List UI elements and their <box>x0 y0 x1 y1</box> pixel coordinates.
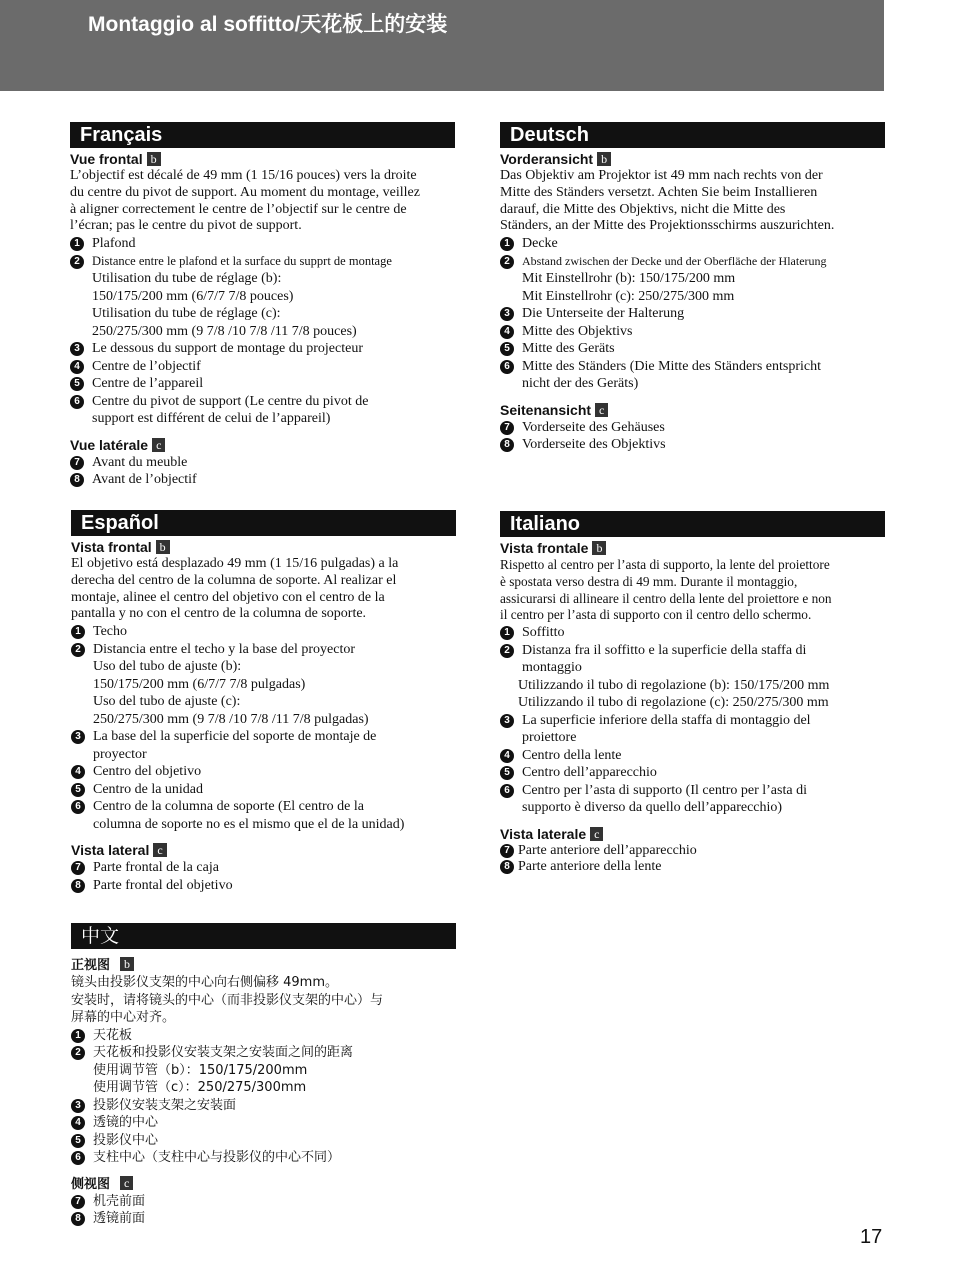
intro-paragraph <box>500 557 885 624</box>
list-item-label: 投影仪安装支架之安装面 <box>93 1097 237 1113</box>
paragraph-line: Ständers, an der Mitte des Projektionsschirms auszurichten. <box>500 218 835 234</box>
list-item-label: Centro dell’apparecchio <box>522 765 657 781</box>
list-item-label: Avant de l’objectif <box>92 472 197 488</box>
figure-tag-c: c <box>595 403 608 417</box>
figure-tag-c: c <box>152 438 165 452</box>
list-item <box>71 798 456 833</box>
paragraph-line: El objetivo está desplazado 49 mm (1 15/16 pulgadas) a la <box>71 556 399 571</box>
list-item-label: 天花板和投影仪安装支架之安装面之间的距离 <box>93 1045 354 1060</box>
list-item-detail: Mit Einstellrohr (b): 150/175/200 mm <box>522 271 736 287</box>
list-item-detail: 使用调节管（b）：150/175/200mm <box>93 1062 308 1078</box>
subheading-label: 正视图 <box>71 958 111 973</box>
number-5-icon: 5 <box>500 342 514 356</box>
paragraph-line: Das Objektiv am Projektor ist 49 mm nach rechts von der <box>500 168 823 183</box>
number-1-icon: 1 <box>71 625 85 639</box>
paragraph-line: du centre du pivot de support. Au moment du montage, veillez <box>70 184 420 200</box>
list-item-label: 机壳前面 <box>93 1193 146 1209</box>
list-item-label: supporto è diverso da quello dell’apparecchio) <box>522 800 783 816</box>
list-item-label: montaggio <box>522 660 582 676</box>
list-item-detail: 150/175/200 mm (6/7/7 7/8 pouces) <box>92 288 294 304</box>
subheading-front-view <box>500 151 885 168</box>
number-5-icon: 5 <box>71 783 85 797</box>
figure-tag-c: c <box>153 843 166 857</box>
number-1-icon: 1 <box>500 237 514 251</box>
subheading-side-view <box>70 437 455 454</box>
number-6-icon: 6 <box>500 784 514 798</box>
list-item-detail: Utilizzando il tubo di regolazione (c): 250/275/300 mm <box>518 695 829 711</box>
number-3-icon: 3 <box>71 730 85 744</box>
list-item <box>70 235 455 253</box>
list-item <box>500 747 885 765</box>
subheading-side-view <box>71 842 456 859</box>
list-item-label: columna de soporte no es el mismo que el de la unidad) <box>93 816 405 832</box>
section-heading-francais: Français <box>70 122 455 148</box>
figure-tag-c: c <box>120 1176 133 1190</box>
subheading-label: Vue frontal <box>70 151 143 167</box>
list-item-detail: Mit Einstellrohr (c): 250/275/300 mm <box>522 288 735 304</box>
intro-paragraph <box>71 556 456 623</box>
number-3-icon: 3 <box>500 714 514 728</box>
list-item-label: Avant du meuble <box>92 454 188 470</box>
list-item <box>71 1132 456 1150</box>
section-heading-deutsch: Deutsch <box>500 122 885 148</box>
subheading-side-view <box>500 402 885 419</box>
number-6-icon: 6 <box>70 395 84 409</box>
list-item-label: 透镜前面 <box>93 1211 146 1226</box>
list-item-detail: 150/175/200 mm (6/7/7 7/8 pulgadas) <box>93 676 306 692</box>
list-item-label: proyector <box>93 746 147 762</box>
list-item <box>71 877 456 895</box>
list-item-label: Distancia entre el techo y la base del proyector <box>93 641 355 657</box>
list-item-label: 支柱中心（支柱中心与投影仪的中心不同） <box>93 1150 341 1165</box>
number-4-icon: 4 <box>71 765 85 779</box>
list-item <box>500 436 885 454</box>
list-item-detail: Utilisation du tube de réglage (c): <box>92 306 281 322</box>
number-2-icon: 2 <box>500 255 514 269</box>
list-item-label: La base del la superficie del soporte de montaje de <box>93 729 377 745</box>
number-8-icon: 8 <box>70 473 84 487</box>
number-4-icon: 4 <box>500 749 514 763</box>
list-item-label: Centre de l’appareil <box>92 376 204 392</box>
number-5-icon: 5 <box>71 1134 85 1148</box>
list-item <box>500 235 885 253</box>
number-4-icon: 4 <box>500 325 514 339</box>
subheading-label: Vorderansicht <box>500 151 594 167</box>
list-item-detail: 使用调节管（c）：250/275/300mm <box>93 1080 307 1095</box>
list-item-label: 透镜的中心 <box>93 1115 159 1130</box>
number-1-icon: 1 <box>70 237 84 251</box>
number-1-icon: 1 <box>71 1029 85 1043</box>
header-band <box>0 0 884 91</box>
list-item <box>500 712 885 747</box>
paragraph-line: Rispetto al centro per l’asta di supporto, la lente del proiettore <box>500 557 830 572</box>
subheading-label: Vista lateral <box>71 842 150 859</box>
section-deutsch <box>500 122 885 454</box>
figure-tag-c: c <box>590 827 603 841</box>
intro-paragraph <box>71 974 456 1027</box>
list-item-label: Distance entre le plafond et la surface du supprt de montage <box>92 253 392 268</box>
number-8-icon: 8 <box>500 438 514 452</box>
list-item <box>70 393 455 428</box>
list-item <box>70 253 455 271</box>
list-item <box>500 358 885 393</box>
list-item-label: Centro della lente <box>522 747 622 763</box>
list-item <box>500 764 885 782</box>
page-number: 17 <box>860 1226 883 1248</box>
list-item-label: Parte anteriore della lente <box>518 858 662 874</box>
list-item-label: Vorderseite des Gehäuses <box>522 419 665 435</box>
list-item-detail: Uso del tubo de ajuste (c): <box>93 694 241 710</box>
paragraph-line: à aligner correctement le centre de l’objectif sur le centre de <box>70 201 407 217</box>
number-8-icon: 8 <box>71 1212 85 1226</box>
number-4-icon: 4 <box>70 360 84 374</box>
section-heading-espanol: Español <box>71 510 456 536</box>
list-item <box>71 641 456 659</box>
number-2-icon: 2 <box>70 255 84 269</box>
paragraph-line: il centro per l’asta di supporto con il centro dello schermo. <box>500 607 812 623</box>
list-item <box>500 642 885 677</box>
list-item <box>71 1027 456 1045</box>
list-item <box>500 782 885 817</box>
list-item-label: 投影仪中心 <box>93 1132 159 1148</box>
list-item-label: Vorderseite des Objektivs <box>522 437 666 453</box>
list-item-label: support est différent de celui de l’appareil) <box>92 411 331 427</box>
list-item-label: nicht der des Geräts) <box>522 376 639 392</box>
paragraph-line: assicurarsi di allineare il centro della lente del proiettore e non <box>500 590 832 606</box>
list-item <box>71 781 456 799</box>
number-4-icon: 4 <box>71 1116 85 1130</box>
subheading-side-view <box>71 1176 456 1193</box>
list-item <box>71 623 456 641</box>
list-item <box>71 1210 456 1228</box>
paragraph-line: 安装时，请将镜头的中心（而非投影仪支架的中心）与 <box>71 992 384 1008</box>
paragraph-line: 屏幕的中心对齐。 <box>71 1010 176 1025</box>
figure-tag-b: b <box>156 540 170 554</box>
list-item-label: Plafond <box>92 236 136 252</box>
paragraph-line: pantalla y no con el centro de la columna de soporte. <box>71 606 367 622</box>
subheading-label: Vista laterale <box>500 825 587 842</box>
section-espanol <box>71 510 456 894</box>
list-item-detail: Utilizzando il tubo di regolazione (b): 150/175/200 mm <box>518 677 830 693</box>
list-item-label: 天花板 <box>93 1027 133 1043</box>
list-item-detail: 250/275/300 mm (9 7/8 /10 7/8 /11 7/8 pouces) <box>92 323 357 339</box>
list-item-label: Centre du pivot de support (Le centre du pivot de <box>92 393 369 409</box>
list-item-label: Soffitto <box>522 625 565 641</box>
list-item-label: Mitte des Objektivs <box>522 323 633 339</box>
number-1-icon: 1 <box>500 626 514 640</box>
number-7-icon: 7 <box>71 861 85 875</box>
paragraph-line: derecha del centro de la columna de soporte. Al realizar el <box>71 572 397 588</box>
list-item <box>500 843 885 859</box>
number-6-icon: 6 <box>500 360 514 374</box>
list-item <box>71 1149 456 1167</box>
list-item <box>70 358 455 376</box>
list-item-label: Parte anteriore dell’apparecchio <box>518 842 697 858</box>
section-heading-italiano: Italiano <box>500 511 885 537</box>
list-item-label: Techo <box>93 624 128 640</box>
list-item-detail: 250/275/300 mm (9 7/8 /10 7/8 /11 7/8 pulgadas) <box>93 711 369 727</box>
number-6-icon: 6 <box>71 800 85 814</box>
number-7-icon: 7 <box>500 844 514 858</box>
list-item-label: Abstand zwischen der Decke und der Oberfläche der Hlaterung <box>522 253 827 268</box>
number-5-icon: 5 <box>500 766 514 780</box>
figure-tag-b: b <box>597 152 611 166</box>
list-item-label: Mitte des Geräts <box>522 341 615 357</box>
subheading-label: Vista frontale <box>500 540 589 556</box>
paragraph-line: 镜头由投影仪支架的中心向右侧偏移 49mm。 <box>71 975 339 990</box>
list-item <box>500 624 885 642</box>
number-7-icon: 7 <box>71 1195 85 1209</box>
page-title: Montaggio al soffitto/天花板上的安装 <box>88 13 448 36</box>
list-item-label: Distanza fra il soffitto e la superficie della staffa di <box>522 642 807 658</box>
list-item <box>500 859 885 875</box>
subheading-label: Seitenansicht <box>500 401 592 418</box>
list-item-label: Centro del objetivo <box>93 764 202 780</box>
section-heading-chinese: 中文 <box>71 923 456 949</box>
list-item-label: Centro de la unidad <box>93 781 204 797</box>
figure-tag-b: b <box>120 957 134 971</box>
list-item-detail: Utilisation du tube de réglage (b): <box>92 271 282 287</box>
number-7-icon: 7 <box>70 456 84 470</box>
list-item-label: proiettore <box>522 730 577 746</box>
number-3-icon: 3 <box>71 1099 85 1113</box>
subheading-label: 侧视图 <box>71 1176 111 1192</box>
list-item <box>70 375 455 393</box>
list-item <box>500 419 885 437</box>
paragraph-line: montaje, alinee el centro del objetivo con el centro de la <box>71 589 385 605</box>
list-item-label: Die Unterseite der Halterung <box>522 306 685 322</box>
section-chinese <box>71 923 456 1228</box>
number-7-icon: 7 <box>500 421 514 435</box>
list-item <box>71 859 456 877</box>
number-3-icon: 3 <box>500 307 514 321</box>
number-2-icon: 2 <box>500 644 514 658</box>
number-8-icon: 8 <box>71 879 85 893</box>
subheading-front-view <box>500 540 885 557</box>
list-item-label: Parte frontal de la caja <box>93 860 219 876</box>
list-item <box>500 305 885 323</box>
figure-tag-b: b <box>592 541 606 555</box>
list-item <box>71 1193 456 1211</box>
section-italiano <box>500 511 885 875</box>
paragraph-line: darauf, die Mitte des Objektivs, nicht die Mitte des <box>500 201 786 217</box>
section-francais <box>70 122 455 489</box>
intro-paragraph <box>70 168 455 235</box>
list-item-label: Parte frontal del objetivo <box>93 877 233 893</box>
subheading-label: Vista frontal <box>71 539 152 555</box>
subheading-front-view <box>71 539 456 556</box>
list-item-label: Centre de l’objectif <box>92 358 201 374</box>
list-item <box>70 340 455 358</box>
subheading-side-view <box>500 826 885 843</box>
list-item-label: Centro de la columna de soporte (El centro de la <box>93 799 364 815</box>
paragraph-line: Mitte des Ständers versetzt. Achten Sie beim Installieren <box>500 184 818 200</box>
list-item <box>70 454 455 472</box>
figure-tag-b: b <box>147 152 161 166</box>
number-5-icon: 5 <box>70 377 84 391</box>
list-item-label: La superficie inferiore della staffa di montaggio del <box>522 712 811 728</box>
list-item-label: Mitte des Ständers (Die Mitte des Ständers entspricht <box>522 358 821 374</box>
subheading-front-view <box>71 957 456 974</box>
list-item <box>71 1044 456 1062</box>
list-item-label: Decke <box>522 236 558 252</box>
list-item <box>500 340 885 358</box>
list-item <box>71 1097 456 1115</box>
number-8-icon: 8 <box>500 860 514 874</box>
number-6-icon: 6 <box>71 1151 85 1165</box>
list-item <box>70 471 455 489</box>
list-item-detail: Uso del tubo de ajuste (b): <box>93 659 242 675</box>
subheading-label: Vue latérale <box>70 436 149 453</box>
list-item-label: Centro per l’asta di supporto (Il centro per l’asta di <box>522 782 807 798</box>
paragraph-line: l’écran; pas le centre du pivot de support. <box>70 218 302 234</box>
intro-paragraph <box>500 168 885 235</box>
list-item <box>71 763 456 781</box>
list-item <box>71 1114 456 1132</box>
number-2-icon: 2 <box>71 643 85 657</box>
number-2-icon: 2 <box>71 1046 85 1060</box>
list-item <box>71 728 456 763</box>
number-3-icon: 3 <box>70 342 84 356</box>
subheading-front-view <box>70 151 455 168</box>
list-item-label: Le dessous du support de montage du projecteur <box>92 341 363 357</box>
paragraph-line: è spostata verso destra di 49 mm. Durante il montaggio, <box>500 573 798 589</box>
paragraph-line: L’objectif est décalé de 49 mm (1 15/16 pouces) vers la droite <box>70 168 417 183</box>
list-item <box>500 253 885 271</box>
list-item <box>500 323 885 341</box>
